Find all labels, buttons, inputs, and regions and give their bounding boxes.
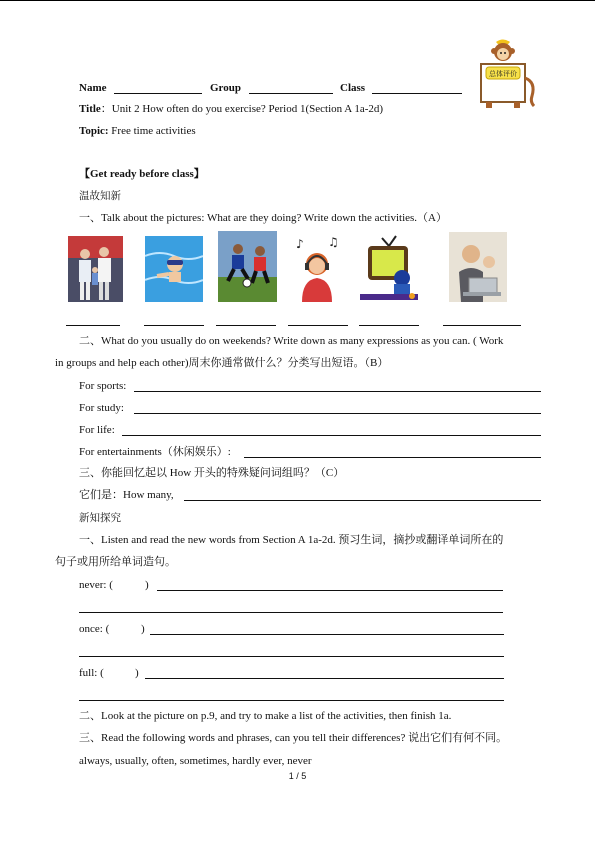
picture-answer-blank-2[interactable] (144, 325, 204, 326)
title-line (79, 103, 383, 116)
word-full (79, 667, 104, 680)
pre-task2-line1: 二、What do you usually do on weekends? Write down as many expressions as you can. ( Work (79, 335, 504, 347)
full-answer-line-2[interactable] (79, 700, 504, 701)
category-life: For life: (79, 424, 115, 436)
category-sports: For sports: (79, 380, 127, 392)
word-never-close: ) (145, 579, 149, 591)
topic-label: Topic: (79, 125, 109, 137)
computer-picture (449, 232, 507, 302)
class-blank[interactable] (372, 93, 462, 94)
group-blank[interactable] (249, 93, 333, 94)
sports-answer-line[interactable] (134, 391, 541, 392)
class-label: Class (340, 82, 366, 94)
new-task1-line2: 句子或用所给单词造句。 (55, 556, 176, 568)
title-value: Unit 2 How often do you exercise? Period 1(Section A 1a-2d) (111, 103, 384, 115)
picture-answer-blank-5[interactable] (359, 325, 419, 326)
word-once-close: ) (141, 623, 145, 635)
new-task3: 三、Read the following words and phrases, can you tell their differences? 说出它们有何不同。 (79, 732, 508, 744)
top-border (0, 0, 595, 1)
category-study: For study: (79, 402, 124, 414)
title-label: Title (79, 103, 101, 115)
picture-answer-blank-1[interactable] (66, 325, 120, 326)
monkey-icon (470, 38, 540, 110)
svg-text:♪: ♪ (296, 237, 304, 251)
word-full-label: full: ( (79, 667, 104, 679)
picture-answer-blank-6[interactable] (443, 325, 521, 326)
new-task1-line1: 一、Listen and read the new words from Section A 1a-2d. 预习生词，摘抄或翻译单词所在的 (79, 534, 504, 546)
group-label: Group (210, 82, 241, 94)
once-answer-line[interactable] (150, 634, 504, 635)
word-never-label: never: ( (79, 579, 113, 591)
word-full-close: ) (135, 667, 139, 679)
word-never (79, 579, 113, 592)
new-task3-words: always, usually, often, sometimes, hardly ever, never (79, 755, 312, 767)
name-blank[interactable] (114, 93, 202, 94)
word-once (79, 623, 109, 636)
watching-tv-picture (358, 230, 421, 302)
pre-task3-answer: 它们是：How many, (79, 489, 174, 501)
swimming-picture (145, 236, 203, 302)
name-label: Name (79, 82, 107, 94)
picture-answer-blank-3[interactable] (216, 325, 276, 326)
picture-answer-blank-4[interactable] (288, 325, 348, 326)
new-task2: 二、Look at the picture on p.9, and try to make a list of the activities, then finish 1a. (79, 710, 452, 722)
listening-music-picture (288, 232, 346, 302)
soccer-picture (218, 231, 277, 302)
review-label: 温故知新 (79, 190, 121, 202)
title-separator: ： (100, 103, 112, 115)
evaluation-badge (470, 38, 540, 110)
page-number: 1 / 5 (288, 771, 307, 781)
pre-task2-line2: in groups and help each other)周末你通常做什么？分类写出短语。（B） (55, 357, 389, 369)
category-entertainments: For entertainments（休闲娱乐）: (79, 446, 231, 458)
once-answer-line-2[interactable] (79, 656, 504, 657)
topic-value: Free time activities (111, 125, 196, 137)
entertainments-answer-line[interactable] (244, 457, 541, 458)
never-answer-line-2[interactable] (79, 612, 503, 613)
pre-task3: 三、你能回忆起以 How 开头的特殊疑问词组吗？（C） (79, 467, 345, 479)
badge-text: 总体评价 (489, 70, 517, 78)
study-answer-line[interactable] (134, 413, 541, 414)
topic-line (79, 125, 196, 138)
section-heading-pre: 【Get ready before class】 (79, 168, 205, 180)
pre-task1: 一、Talk about the pictures: What are they doing? Write down the activities.（A） (79, 212, 448, 224)
svg-text:♫: ♫ (328, 235, 339, 249)
section-heading-new: 新知探究 (79, 512, 121, 524)
family-walking-picture (68, 236, 123, 302)
how-questions-answer-line[interactable] (184, 500, 541, 501)
never-answer-line[interactable] (157, 590, 503, 591)
full-answer-line[interactable] (145, 678, 504, 679)
life-answer-line[interactable] (122, 435, 541, 436)
word-once-label: once: ( (79, 623, 110, 635)
